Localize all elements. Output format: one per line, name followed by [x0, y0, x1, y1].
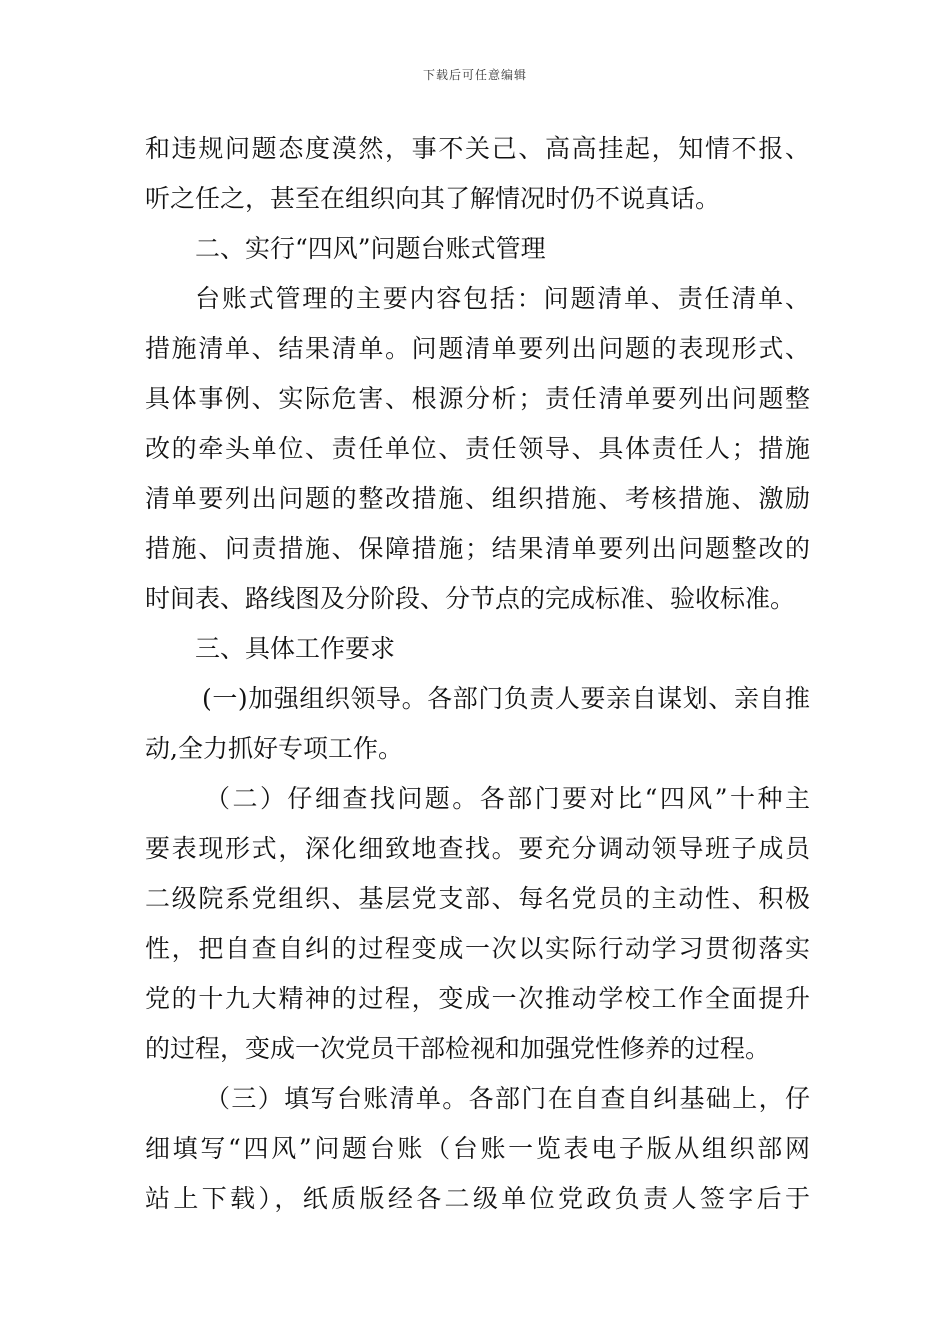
section-heading: 三、具体工作要求	[195, 634, 396, 663]
paragraph-line: 改的牵头单位、责任单位、责任领导、具体责任人；措施	[145, 434, 810, 463]
paragraph-line: (一)加强组织领导。各部门负责人要亲自谋划、亲自推	[202, 684, 810, 713]
paragraph-line: 二级院系党组织、基层党支部、每名党员的主动性、积极	[145, 884, 810, 913]
paragraph-line: （三）填写台账清单。各部门在自查自纠基础上，仔	[205, 1084, 810, 1113]
paragraph-line: 的过程，变成一次党员干部检视和加强党性修养的过程。	[145, 1034, 771, 1063]
paragraph-line: 具体事例、实际危害、根源分析；责任清单要列出问题整	[145, 384, 810, 413]
section-heading: 二、实行“四风”问题台账式管理	[195, 234, 546, 263]
paragraph-line: 性，把自查自纠的过程变成一次以实际行动学习贯彻落实	[145, 934, 810, 963]
page-header-note: 下载后可任意编辑	[422, 68, 527, 82]
paragraph-line: 清单要列出问题的整改措施、组织措施、考核措施、激励	[145, 484, 810, 513]
paragraph-line: 动,全力抓好专项工作。	[145, 734, 403, 763]
paragraph-line: 站上下载），纸质版经各二级单位党政负责人签字后于	[145, 1184, 810, 1213]
paragraph-line: 措施、问责措施、保障措施；结果清单要列出问题整改的	[145, 534, 810, 563]
paragraph-line: 措施清单、结果清单。问题清单要列出问题的表现形式、	[145, 334, 810, 363]
paragraph-line: 要表现形式，深化细致地查找。要充分调动领导班子成员	[145, 834, 810, 863]
paragraph-line: 听之任之，甚至在组织向其了解情况时仍不说真话。	[145, 184, 721, 213]
paragraph-line: 党的十九大精神的过程，变成一次推动学校工作全面提升	[145, 984, 810, 1013]
paragraph-line: 台账式管理的主要内容包括：问题清单、责任清单、	[195, 284, 810, 313]
paragraph-line: （二）仔细查找问题。各部门要对比“四风”十种主	[205, 784, 810, 813]
paragraph-line: 细填写“四风”问题台账（台账一览表电子版从组织部网	[145, 1134, 810, 1163]
paragraph-line: 和违规问题态度漠然，事不关己、高高挂起，知情不报、	[145, 134, 810, 163]
document-body	[145, 124, 810, 1224]
paragraph-line: 时间表、路线图及分阶段、分节点的完成标准、验收标准。	[145, 584, 796, 613]
